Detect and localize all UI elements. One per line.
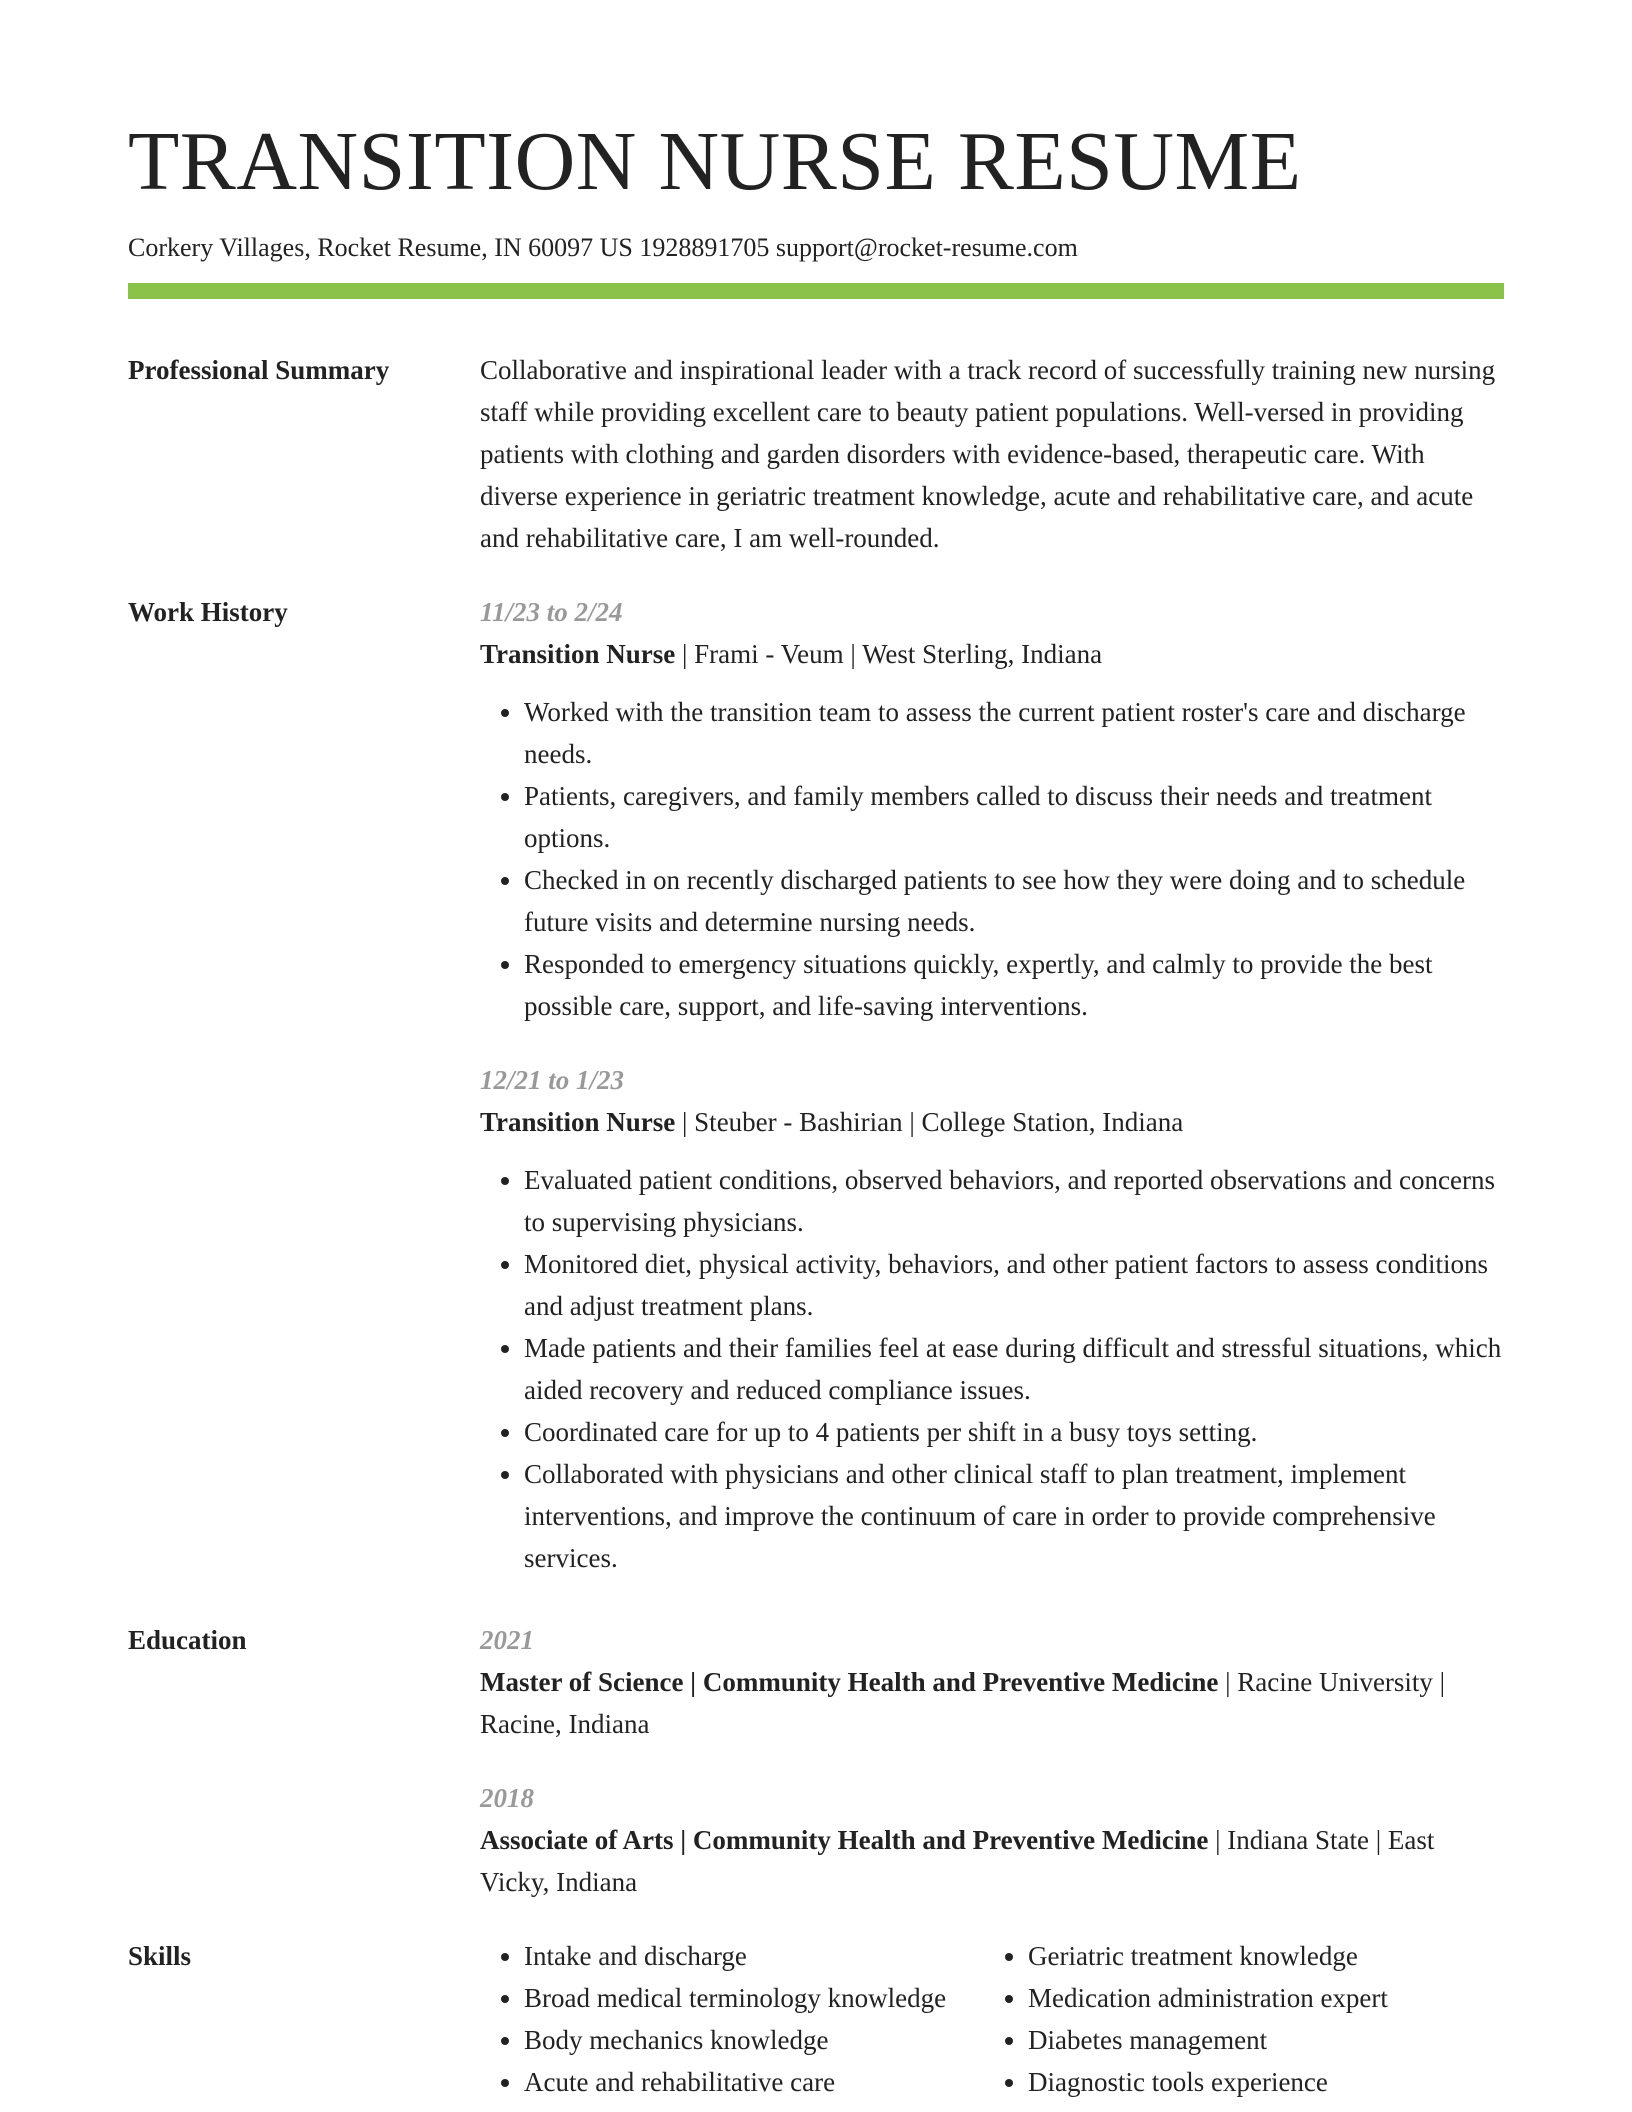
skills-column-1 bbox=[480, 1935, 984, 2103]
list-item: • Patients, caregivers, and family members called to discuss their needs and treatment options. bbox=[524, 775, 1504, 859]
education-year: 2021 bbox=[480, 1625, 534, 1656]
skills-grid bbox=[480, 1935, 1548, 2103]
section-title-summary: Professional Summary bbox=[128, 355, 390, 386]
skill-item: • Intake and discharge bbox=[524, 1935, 984, 1977]
skill-item: • Body mechanics knowledge bbox=[524, 2019, 984, 2061]
job-title-line bbox=[480, 1101, 1504, 1143]
job-dates: 12/21 to 1/23 bbox=[480, 1065, 625, 1096]
skills-section bbox=[128, 1935, 1504, 2103]
list-item: • Coordinated care for up to 4 patients per shift in a busy toys setting. bbox=[524, 1411, 1504, 1453]
skill-item: • Acute and rehabilitative care bbox=[524, 2061, 984, 2103]
education-line bbox=[480, 1661, 1504, 1745]
education-entry bbox=[480, 1619, 1504, 1745]
education-details: | Racine University | Racine, Indiana bbox=[480, 1667, 1446, 1740]
education-details: | Indiana State | East Vicky, Indiana bbox=[480, 1825, 1435, 1898]
skill-item: • Medication administration expert bbox=[1028, 1977, 1548, 2019]
contact-info: Corkery Villages, Rocket Resume, IN 60097 US 1928891705 support@rocket-resume.com bbox=[128, 233, 1078, 262]
education-entry bbox=[480, 1777, 1504, 1903]
section-title-skills: Skills bbox=[128, 1941, 192, 1972]
education-year: 2018 bbox=[480, 1783, 534, 1814]
list-item: • Responded to emergency situations quickly, expertly, and calmly to provide the best possible care, support, and life-saving interventions. bbox=[524, 943, 1504, 1027]
summary-section bbox=[128, 349, 1504, 559]
job-role: Transition Nurse bbox=[480, 639, 676, 670]
job-title-line bbox=[480, 633, 1504, 675]
education-body bbox=[480, 1619, 1504, 1903]
skills-column-2 bbox=[984, 1935, 1548, 2103]
summary-text: Collaborative and inspirational leader with a track record of successfully training new nursing staff while providing excellent care to beauty patient populations. Well-versed in providing patients with clothing and garden disorders with evidence-based, therapeutic care. With diverse experience in geriatric treatment knowledge, acute and rehabilitative care, and acute and rehabilitative care, I am well-rounded. bbox=[480, 355, 1496, 554]
list-item: • Worked with the transition team to assess the current patient roster's care and discharge needs. bbox=[524, 691, 1504, 775]
list-item: • Made patients and their families feel at ease during difficult and stressful situations, which aided recovery and reduced compliance issues. bbox=[524, 1327, 1504, 1411]
job-entry bbox=[480, 591, 1504, 1027]
job-details: | Steuber - Bashirian | College Station, Indiana bbox=[675, 1107, 1184, 1138]
job-dates: 11/23 to 2/24 bbox=[480, 597, 623, 628]
job-bullets bbox=[480, 1159, 1504, 1579]
list-item: • Collaborated with physicians and other clinical staff to plan treatment, implement interventions, and improve the continuum of care in order to provide comprehensive services. bbox=[524, 1453, 1504, 1579]
job-entry bbox=[480, 1059, 1504, 1579]
header-divider bbox=[128, 283, 1504, 299]
skill-item: • Diagnostic tools experience bbox=[1028, 2061, 1548, 2103]
work-history-body bbox=[480, 591, 1504, 1579]
list-item: • Evaluated patient conditions, observed behaviors, and reported observations and concerns to supervising physicians. bbox=[524, 1159, 1504, 1243]
list-item: • Monitored diet, physical activity, behaviors, and other patient factors to assess conditions and adjust treatment plans. bbox=[524, 1243, 1504, 1327]
job-bullets bbox=[480, 691, 1504, 1027]
job-role: Transition Nurse bbox=[480, 1107, 676, 1138]
work-history-section bbox=[128, 591, 1504, 1579]
education-line bbox=[480, 1819, 1504, 1903]
job-details: | Frami - Veum | West Sterling, Indiana bbox=[675, 639, 1103, 670]
skill-item: • Geriatric treatment knowledge bbox=[1028, 1935, 1548, 1977]
skill-item: • Diabetes management bbox=[1028, 2019, 1548, 2061]
list-item: • Checked in on recently discharged patients to see how they were doing and to schedule future visits and determine nursing needs. bbox=[524, 859, 1504, 943]
skill-item: • Broad medical terminology knowledge bbox=[524, 1977, 984, 2019]
section-title-work: Work History bbox=[128, 597, 288, 628]
resume-title: TRANSITION NURSE RESUME bbox=[128, 115, 1302, 208]
education-section bbox=[128, 1619, 1504, 1903]
education-degree: Associate of Arts | Community Health and Preventive Medicine bbox=[480, 1825, 1209, 1856]
section-title-education: Education bbox=[128, 1625, 247, 1656]
education-degree: Master of Science | Community Health and Preventive Medicine bbox=[480, 1667, 1219, 1698]
